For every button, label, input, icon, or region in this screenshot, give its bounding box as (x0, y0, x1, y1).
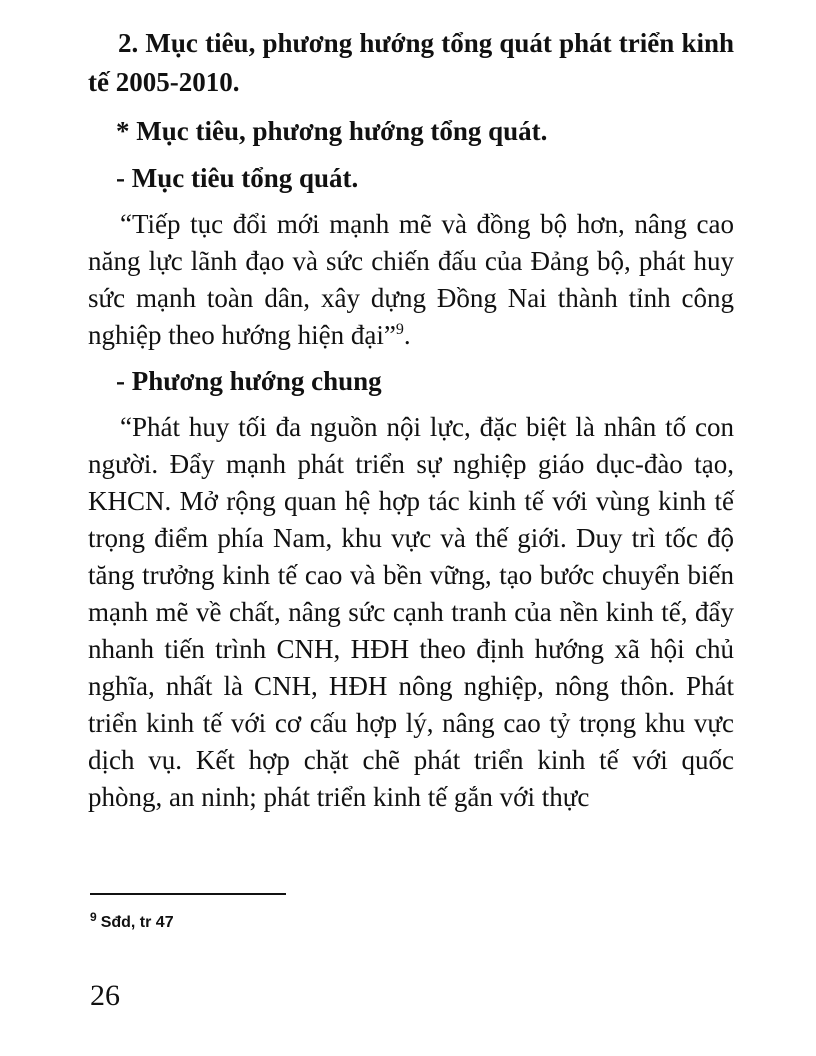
direction-paragraph: “Phát huy tối đa nguồn nội lực, đặc biệt là nhân tố con người. Đẩy mạnh phát triển sự nghiệp giáo dục-đào tạo, KHCN. Mở rộng quan hệ hợp tác kinh tế với vùng kinh tế trọng điểm phía Nam, khu vực và thế giới. Duy trì tốc độ tăng trưởng kinh tế cao và bền vững, tạo bước chuyển biến mạnh mẽ về chất, nâng sức cạnh tranh của nền kinh tế, đẩy nhanh tiến trình CNH, HĐH theo định hướng xã hội chủ nghĩa, nhất là CNH, HĐH nông nghiệp, nông thôn. Phát triển kinh tế với cơ cấu hợp lý, nâng cao tỷ trọng khu vực dịch vụ. Kết hợp chặt chẽ phát triển kinh tế với quốc phòng, an ninh; phát triển kinh tế gắn với thực (88, 412, 734, 812)
footnote-divider (90, 893, 286, 895)
footnote-text: Sđd, tr 47 (100, 914, 174, 931)
footnote-mark: 9 (90, 909, 97, 924)
direction-heading: - Phương hướng chung (116, 366, 382, 396)
goal-end-punctuation: . (403, 320, 411, 350)
page-number: 26 (90, 979, 120, 1012)
section-heading: 2. Mục tiêu, phương hướng tổng quát phát triển kinh tế 2005-2010. (88, 28, 734, 97)
goal-heading: - Mục tiêu tổng quát. (116, 163, 359, 193)
footnote-reference[interactable]: 9 (395, 321, 404, 338)
page-body (88, 24, 734, 816)
section-subheading: * Mục tiêu, phương hướng tổng quát. (116, 116, 548, 146)
goal-text: “Tiếp tục đổi mới mạnh mẽ và đồng bộ hơn, nâng cao năng lực lãnh đạo và sức chiến đấu của Đảng bộ, phát huy sức mạnh toàn dân, xây dựng Đồng Nai thành tỉnh công nghiệp theo hướng hiện đại” (88, 209, 734, 350)
goal-paragraph (88, 206, 734, 354)
footnote (90, 909, 174, 934)
